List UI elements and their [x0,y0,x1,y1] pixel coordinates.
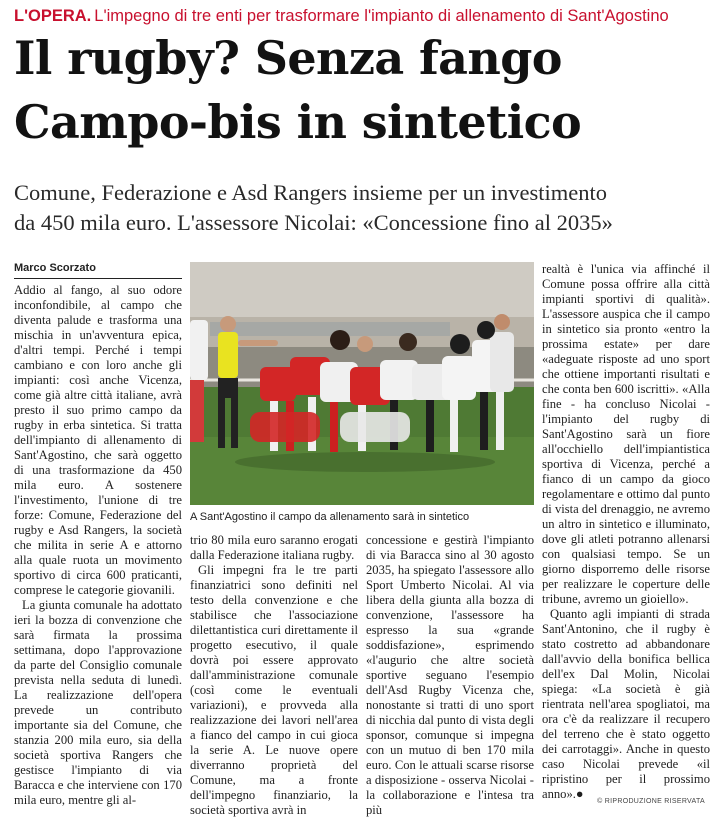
article-column-4 [542,262,710,802]
paragraph: Addio al fango, al suo odore inconfondibile, al campo che diventa palude e trasforma una mischia in un'avventura epica, d'altri tempi. Perché i tempi cambiano e con loro anche gli impianti: così anche Vicenza, come già altre città italiane, avrà presto il suo primo campo da rugby in erba sintetica. Si tratta dell'impianto di allenamento di Sant'Agostino, che sarà oggetto di una trasformazione da 450 mila euro. A sostenere l'investimento, l'unione di tre forze: Comune, Federazione del rugby e Asd Rangers, la società che milita in serie A e attorno alla quale ruota un movimento sportivo di circa 600 praticanti, comprese le categorie giovanili. [14,283,182,597]
deck-line-2: da 450 mila euro. L'assessore Nicolai: «Concessione fino al 2035» [14,210,613,235]
paragraph: Gli impegni fra le tre parti finanziatrici sono definiti nel testo della convenzione e che stabilisce che l'associazione dilettantistica curi direttamente il progetto esecutivo, il quale dovrà poi essere approvato dall'amministrazione comunale (così come le eventuali variazioni), e provveda alla realizzazione dei lavori nell'area a fianco del campo in cui gioca la serie A. Le nuove opere diverranno proprietà del Comune, ma a fronte dell'impegno finanziario, la società sportiva avrà in [190,563,358,817]
article-column-2 [190,533,358,818]
article-column-3 [366,533,534,818]
kicker-text: L'impegno di tre enti per trasformare l'impianto di allenamento di Sant'Agostino [94,7,669,25]
deck [14,178,704,238]
photo-caption: A Sant'Agostino il campo da allenamento sarà in sintetico [190,511,470,523]
headline-line-2: Campo-bis in sintetico [14,95,582,149]
rugby-scrum-illustration [190,262,534,505]
paragraph: La giunta comunale ha adottato ieri la bozza di convenzione che sarà firmata la prossima settimana, dopo l'approvazione da parte del Consiglio comunale prevista nella seduta di lunedì. La realizzazione dell'opera prevede un contributo importante sia del Comune, che stanzia 200 mila euro, sia della società sportiva Rangers che gestisce l'impianto di via Baracca e che interviene con 170 mila euro, mentre gli al- [14,598,182,807]
paragraph: Quanto agli impianti di strada Sant'Antonino, che il rugby è stato costretto ad abbandonare dall'avvio della bonifica bellica dell'ex Dal Molin, Nicolai spiega: «La società è già rientrata nell'area spogliatoi, ma ora c'è da realizzare il recupero del terreno che è stato oggetto dei carrotaggi». Anche in questo caso Nicolai prevede «il ripristino per il prossimo anno».● [542,607,710,801]
kicker-tag: L'OPERA. [14,7,92,25]
headline-line-1: Il rugby? Senza fango [14,31,562,85]
author-byline: Marco Scorzato [14,262,182,279]
paragraph: realtà è l'unica via affinché il Comune possa offrire alla città impianti sportivi di qualità». L'assessore auspica che il campo in sintetico sia pronto «entro la prossima estate» per dare «adeguate risposte ad uno sport che ottiene importanti risultati e che conta ben 600 iscritti». «Alla fine - ha concluso Nicolai - l'impianto del rugby di Sant'Agostino sarà un fiore all'occhiello dell'impiantistica sportiva di Vicenza, perché a fianco di un campo da gioco regolamentare e ottimo dal punto di vista del drenaggio, ne avremo un altro in sintetico e illuminato, dove gli atleti potranno allenarsi con qualsiasi tempo. Se un giorno disporremo delle risorse per realizzare le coperture delle tribune, avremo un gioiello». [542,262,710,606]
paragraph: trio 80 mila euro saranno erogati dalla Federazione italiana rugby. [190,533,358,562]
copyright-notice: © RIPRODUZIONE RISERVATA [597,798,705,805]
deck-line-1: Comune, Federazione e Asd Rangers insieme per un investimento [14,180,607,205]
rugby-scrum-photo [190,262,534,505]
kicker [14,6,704,26]
article-column-1 [14,283,182,808]
paragraph: concessione e gestirà l'impianto di via Baracca sino al 30 agosto 2035, ha spiegato l'assessore allo Sport Umberto Nicolai. Al via libera della giunta alla bozza di convenzione, l'assessore ha espresso la sua «grande soddisfazione», esprimendo «l'augurio che altre società sportive seguano l'esempio dell'Asd Rugby Vicenza che, nonostante si tratti di uno sport di nicchia dal punto di vista degli sponsor, comunque si impegna con un mutuo di ben 170 mila euro. Con le attuali scarse risorse a disposizione - osserva Nicolai - la collaborazione e l'intesa tra più [366,533,534,817]
